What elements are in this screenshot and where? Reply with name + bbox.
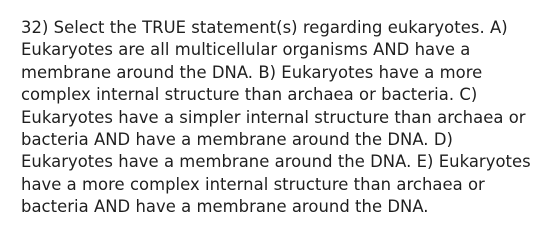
question-text: 32) Select the TRUE statement(s) regarding eukaryotes. A) Eukaryotes are all multicellular organisms AND have a membrane around the DNA. B) Eukaryotes have a more complex internal structure than archaea or bacteria. C) Eukaryotes have a simpler internal structure than archaea or bacteria AND have a membrane around the DNA. D) Eukaryotes have a membrane around the DNA. E) Eukaryotes have a more complex internal structure than archaea or bacteria AND have a membrane around the DNA. [21, 18, 531, 217]
